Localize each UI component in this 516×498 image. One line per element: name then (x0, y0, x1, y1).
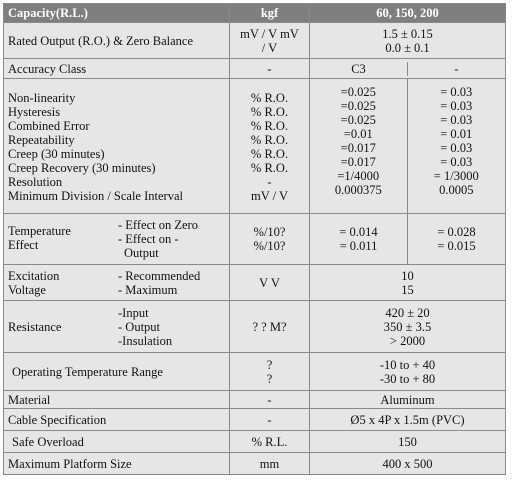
resistance-row (4, 301, 506, 353)
overload-label: Safe Overload (4, 431, 230, 453)
performance-values: =0.025 =0.025 =0.025 =0.01 =0.017 =0.017 =1/4000 0.000375 = 0.03 = 0.03 = 0.03 = 0.01 = 0.03 = 0.03 = 1/3000 0.0005 (310, 79, 506, 214)
load-cell-spec-table (3, 3, 506, 475)
excitation-unit: V V (230, 265, 310, 301)
platform-label: Maximum Platform Size (4, 453, 230, 475)
material-label: Material (4, 391, 230, 409)
temperature-effect-labels: Temperature Effect - Effect on Zero - Effect on - Output (4, 214, 230, 265)
material-value: Aluminum (310, 391, 506, 409)
platform-row (4, 453, 506, 475)
platform-unit: mm (230, 453, 310, 475)
material-row (4, 391, 506, 409)
performance-units: % R.O. % R.O. % R.O. % R.O. % R.O. % R.O. - mV / V (230, 79, 310, 214)
header-unit: kgf (230, 4, 310, 23)
excitation-labels: Excitation Voltage - Recommended - Maximum (4, 265, 230, 301)
excitation-row (4, 265, 506, 301)
overload-value: 150 (310, 431, 506, 453)
cable-label: Cable Specification (4, 409, 230, 431)
temperature-effect-row (4, 214, 506, 265)
overload-row (4, 431, 506, 453)
performance-labels: Non-linearity Hysteresis Combined Error Repeatability Creep (30 minutes) Creep Recovery (30 minutes) Resolution Minimum Division / Scale Interval (4, 79, 230, 214)
accuracy-row (4, 59, 506, 79)
operating-temp-unit: ? ? (230, 353, 310, 391)
operating-temp-label: Operating Temperature Range (4, 353, 230, 391)
resistance-labels: Resistance -Input - Output -Insulation (4, 301, 230, 353)
accuracy-unit: - (230, 59, 310, 79)
rated-output-label: Rated Output (R.O.) & Zero Balance (4, 23, 230, 59)
temperature-effect-values: = 0.014 = 0.011 = 0.028 = 0.015 (310, 214, 506, 265)
rated-output-unit: mV / V mV / V (230, 23, 310, 59)
temperature-effect-units: %/10? %/10? (230, 214, 310, 265)
performance-row (4, 79, 506, 214)
resistance-values: 420 ± 20 350 ± 3.5 > 2000 (310, 301, 506, 353)
header-capacities: 60, 150, 200 (310, 4, 506, 23)
rated-output-value: 1.5 ± 0.15 0.0 ± 0.1 (310, 23, 506, 59)
accuracy-label: Accuracy Class (4, 59, 230, 79)
cable-unit: - (230, 409, 310, 431)
material-unit: - (230, 391, 310, 409)
header-capacity: Capacity(R.L.) (4, 4, 230, 23)
operating-temp-row (4, 353, 506, 391)
excitation-values: 10 15 (310, 265, 506, 301)
cable-value: Ø5 x 4P x 1.5m (PVC) (310, 409, 506, 431)
accuracy-values: C3 - (310, 59, 506, 79)
table-header-row (4, 4, 506, 23)
overload-unit: % R.L. (230, 431, 310, 453)
cable-row (4, 409, 506, 431)
platform-value: 400 x 500 (310, 453, 506, 475)
rated-output-row (4, 23, 506, 59)
resistance-unit: ? ? M? (230, 301, 310, 353)
operating-temp-values: -10 to + 40 -30 to + 80 (310, 353, 506, 391)
